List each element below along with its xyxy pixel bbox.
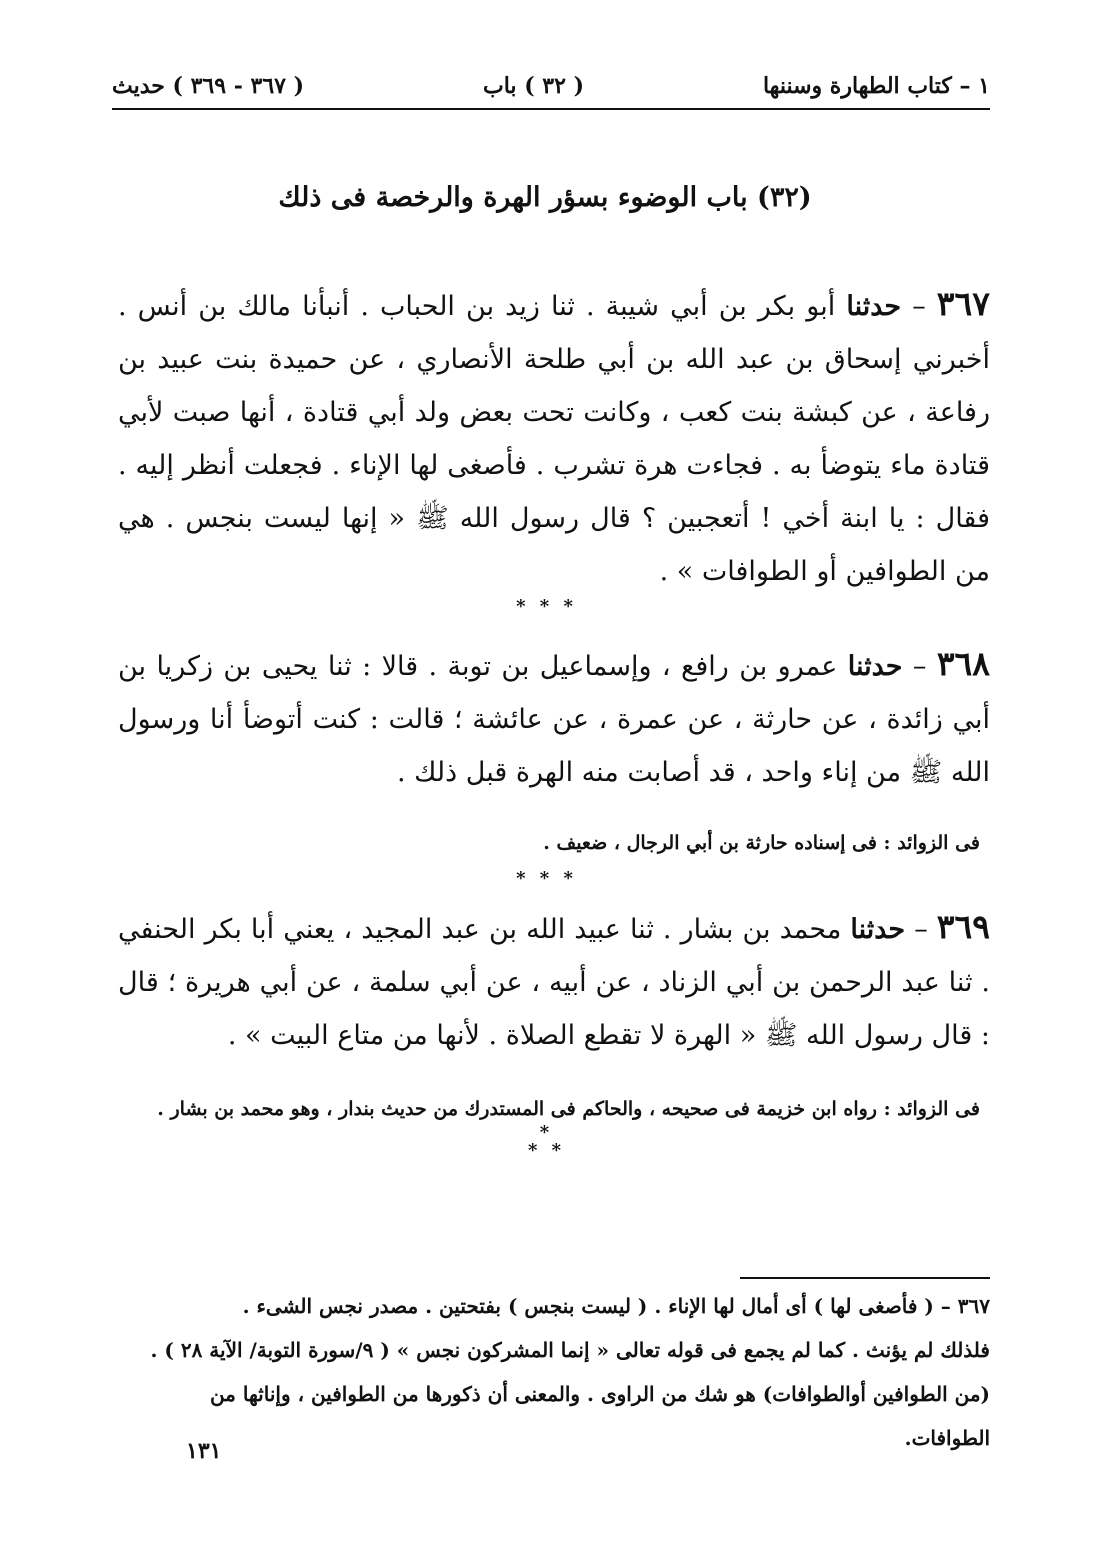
chapter-title: (٣٢) باب الوضوء بسؤر الهرة والرخصة فى ذلك bbox=[278, 182, 812, 213]
hadith-text: عمرو بن رافع ، وإسماعيل بن توبة . قالا : ثنا يحيى بن زكريا بن أبي زائدة ، عن حارثة ، عن عمرة ، عن عائشة ؛ قالت : كنت أتوضأ أنا ورسول الله ﷺ من إناء واحد ، قد أصابت منه الهرة قبل ذلك . bbox=[118, 651, 990, 788]
footnote-rule bbox=[740, 1277, 990, 1279]
section-separator-final bbox=[0, 1124, 1093, 1160]
footnote-line: (من الطوافين أوالطوافات) هو شك من الراوى . والمعنى أن ذكورها من الطوافين ، وإناثها من الطوافات. bbox=[209, 1382, 990, 1450]
hadith-text: أبو بكر بن أبي شيبة . ثنا زيد بن الحباب . أنبأنا مالك بن أنس . أخبرني إسحاق بن عبد الله بن أبي طلحة الأنصاري ، عن حميدة بنت عبيد بن رفاعة ، عن كبشة بنت كعب ، وكانت تحت بعض ولد أبي قتادة ، أنها صبت لأبي قتادة ماء يتوضأ به . فجاءت هرة تشرب . فأصغى لها الإناء . فجعلت أنظر إليه . فقال : يا ابنة أخي ! أتعجبين ؟ قال رسول الله ﷺ « إنها ليست بنجس . هي من الطوافين أو الطوافات » . bbox=[118, 291, 990, 587]
header-rule bbox=[112, 108, 990, 110]
hadith-opener: حدثنا bbox=[847, 651, 903, 682]
footnote-line: فلذلك لم يؤنث . كما لم يجمع فى قوله تعالى « إنما المشركون نجس » ( ٩/سورة التوبة/ الآية ٢٨ ) . bbox=[150, 1338, 990, 1362]
hadith-number: ٣٦٩ bbox=[936, 907, 990, 946]
hadith-number: ٣٦٨ bbox=[936, 644, 991, 683]
section-separator: * * * bbox=[516, 868, 577, 889]
zawaid-note-368: فى الزوائد : فى إسناده حارثة بن أبي الرجال ، ضعيف . bbox=[543, 832, 980, 854]
page-number: ١٣١ bbox=[186, 1438, 222, 1464]
hadith-dash: – bbox=[905, 914, 928, 945]
hadith-number: ٣٦٧ bbox=[936, 284, 990, 323]
hadith-dash: – bbox=[901, 291, 926, 322]
hadith-text: محمد بن بشار . ثنا عبيد الله بن عبد المجيد ، يعني أبا بكر الحنفي . ثنا عبد الرحمن بن أبي الزناد ، عن أبيه ، عن أبي سلمة ، عن أبي هريرة ؛ قال : قال رسول الله ﷺ « الهرة لا تقطع الصلاة . لأنها من متاع البيت » . bbox=[118, 914, 990, 1051]
hadith-367 bbox=[118, 277, 990, 598]
header-chapter-number: ( ٣٢ ) باب bbox=[483, 73, 584, 99]
footnote-line: ٣٦٧ – ( فأصغى لها ) أى أمال لها الإناء . ( ليست بنجس ) بفتحتين . مصدر نجس الشىء . bbox=[242, 1294, 990, 1318]
header-book-title: ١ – كتاب الطهارة وسننها bbox=[762, 73, 990, 99]
zawaid-note-369: فى الزوائد : رواه ابن خزيمة فى صحيحه ، والحاكم فى المستدرك من حديث بندار ، وهو محمد بن بشار . bbox=[157, 1098, 980, 1120]
hadith-368 bbox=[118, 637, 990, 799]
hadith-opener: حدثنا bbox=[850, 914, 906, 945]
running-header bbox=[112, 66, 990, 106]
hadith-opener: حدثنا bbox=[846, 291, 902, 322]
separator-star-top: * bbox=[539, 1122, 554, 1143]
hadith-369 bbox=[118, 900, 990, 1062]
section-separator: * * * bbox=[516, 596, 577, 617]
separator-star-bottom: * * bbox=[527, 1140, 566, 1161]
header-hadith-range: ( ٣٦٧ - ٣٦٩ ) حديث bbox=[112, 73, 305, 99]
hadith-dash: – bbox=[902, 651, 927, 682]
footnotes bbox=[118, 1284, 990, 1460]
